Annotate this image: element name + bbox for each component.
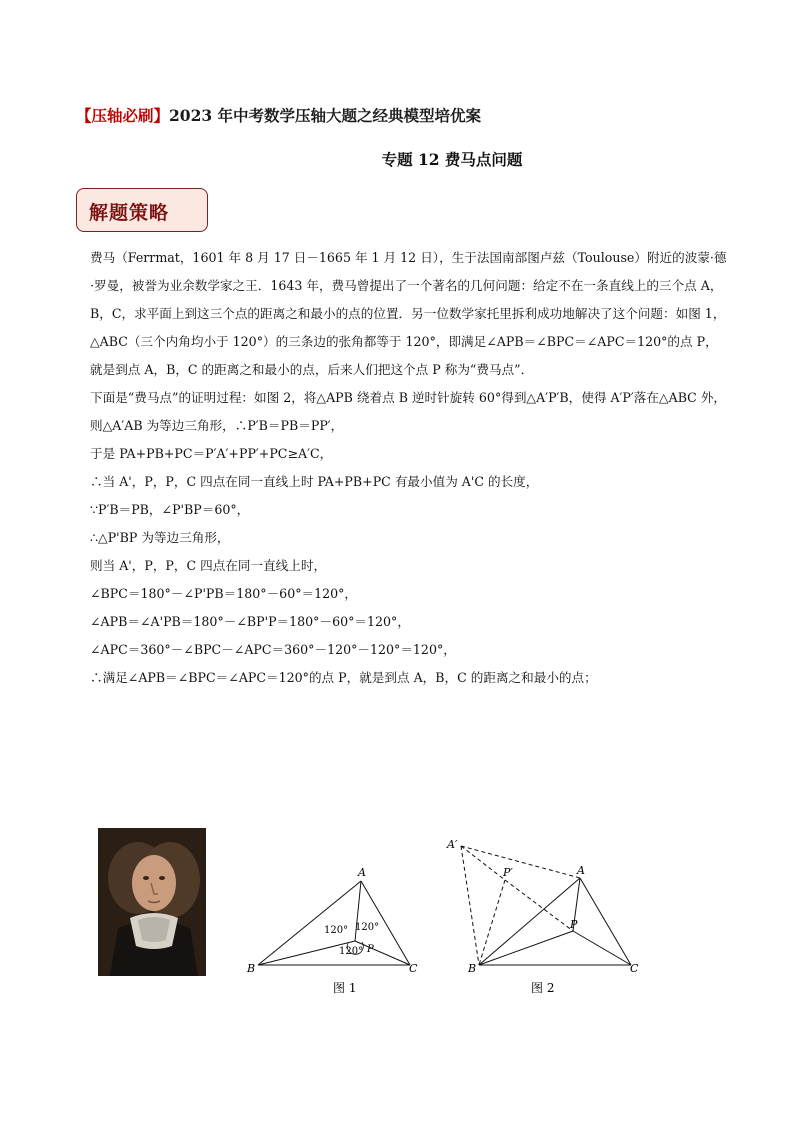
fig2-label-A: A <box>577 864 585 877</box>
fig1-angle-label: 120° <box>339 946 364 957</box>
fig2-dash-P'P <box>505 880 573 931</box>
fig2-dash-P'B <box>479 880 505 965</box>
fig2-seg-PB <box>479 931 573 965</box>
page-title <box>76 104 481 126</box>
fig2-label-P-prime: P′ <box>503 866 513 879</box>
fig2-label-C: C <box>630 962 639 975</box>
paragraph-line: 于是 PA+PB+PC＝P′A′+PP′+PC≥A′C， <box>90 446 333 461</box>
fig1-label-C: C <box>409 962 418 975</box>
paragraph-line: ∴满足∠APB＝∠BPC＝∠APC＝120°的点 P，就是到点 A，B，C 的距离之和最小的点； <box>90 670 597 685</box>
figures-row <box>95 828 655 1008</box>
fig2-dash-A'B <box>461 846 479 965</box>
fig2-label-A-prime: A′ <box>447 838 458 851</box>
figure-2 <box>445 828 655 1008</box>
fig2-dash-A'P' <box>461 846 505 880</box>
paragraph-line: ∴△P'BP 为等边三角形， <box>90 530 230 545</box>
fig1-caption: 图 1 <box>333 981 357 995</box>
paragraph-line: ∠BPC＝180°－∠P'PB＝180°－60°＝120°， <box>90 586 358 601</box>
fig1-label-P: P <box>367 944 374 955</box>
section-label: 解题策略 <box>89 202 170 224</box>
fig2-edge-CA <box>580 878 631 965</box>
paragraph-line: ∴当 A'，P，P，C 四点在同一直线上时 PA+PB+PC 有最小值为 A'C 的长度， <box>90 474 539 489</box>
fig2-edge-AB <box>479 878 580 965</box>
paragraph-line: 则当 A'，P，P，C 四点在同一直线上时， <box>90 558 327 573</box>
fig2-seg-PC <box>573 931 631 965</box>
fig2-label-P: P <box>570 918 578 931</box>
figure-1 <box>245 828 445 1008</box>
fig1-angle-label: 120° <box>355 922 380 933</box>
fig2-label-B: B <box>468 962 477 975</box>
title-text: 2023 年中考数学压轴大题之经典模型培优案 <box>169 106 482 125</box>
fig1-label-A: A <box>358 866 366 879</box>
fig1-label-B: B <box>247 962 256 975</box>
fig2-caption: 图 2 <box>531 981 555 995</box>
section-label-box <box>76 188 208 232</box>
title-bracket: 【压轴必刷】 <box>76 106 170 125</box>
paragraph-line: ∠APB＝∠A'PB＝180°－∠BP'P＝180°－60°＝120°， <box>90 614 410 629</box>
body-text <box>90 244 730 692</box>
fermat-portrait <box>98 828 206 976</box>
paragraph-line: ∵P′B＝PB，∠P'BP＝60°， <box>90 502 250 517</box>
fig1-angle-label: 120° <box>324 925 349 936</box>
paragraph-intro: 费马（Ferrmat，1601 年 8 月 17 日－1665 年 1 月 12 日），生于法国南部图卢兹（Toulouse）附近的波蒙·德·罗曼，被誉为业余数学家之王．1643 年，费马曾提出了一个著名的几何问题：给定不在一条直线上的三个点 A，B，C，求平面上到这三个点的距离之和最小的点的位置．另一位数学家托里拆利成功地解决了这个问题：如图 1，△ABC（三个内角均小于 120°）的三条边的张角都等于 120°，即满足∠APB＝∠BPC＝∠APC＝120°的点 P，就是到点 A，B，C 的距离之和最小的点，后来人们把这个点 P 称为“费马点”． <box>90 250 727 377</box>
fig2-dash-A'A <box>461 846 580 878</box>
paragraph-proof: 下面是“费马点”的证明过程：如图 2，将△APB 绕着点 B 逆时针旋转 60°得到△A′P′B，使得 A′P′落在△ABC 外，则△A′AB 为等边三角形，∴P′B＝PB＝PP′， <box>90 390 727 433</box>
page-subtitle: 专题 12 费马点问题 <box>381 150 523 169</box>
paragraph-line: ∠APC＝360°－∠BPC－∠APC＝360°－120°－120°＝120°， <box>90 642 456 657</box>
